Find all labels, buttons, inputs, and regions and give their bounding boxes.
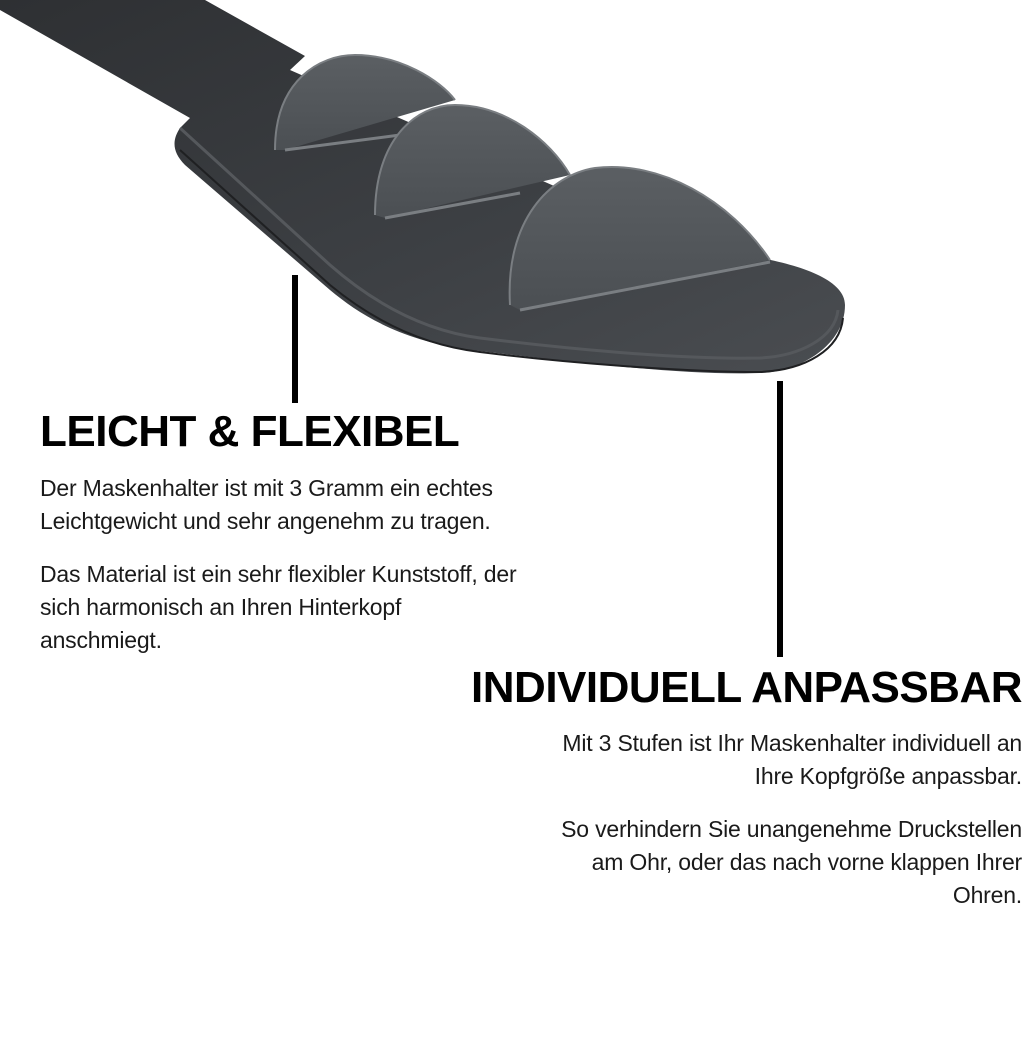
text-line: sich harmonisch an Ihren Hinterkopf: [40, 594, 402, 620]
paragraph-material: [40, 558, 640, 657]
product-image-mask-holder: [0, 0, 1036, 400]
paragraph-pressure: [422, 813, 1022, 912]
text-line: Ohren.: [952, 882, 1022, 908]
paragraph-steps: [422, 727, 1022, 793]
paragraph-weight: [40, 472, 640, 538]
text-line: Ihre Kopfgröße anpassbar.: [754, 763, 1022, 789]
text-line: So verhindern Sie unangenehme Druckstellen: [561, 816, 1022, 842]
text-line: Das Material ist ein sehr flexibler Kunststoff, der: [40, 561, 517, 587]
text-line: am Ohr, oder das nach vorne klappen Ihrer: [591, 849, 1022, 875]
leader-line-right: [777, 381, 783, 657]
heading-individuell-anpassbar: INDIVIDUELL ANPASSBAR: [471, 663, 1022, 712]
text-line: Der Maskenhalter ist mit 3 Gramm ein echtes: [40, 475, 493, 501]
heading-leicht-flexibel: LEICHT & FLEXIBEL: [40, 407, 460, 456]
text-line: Leichtgewicht und sehr angenehm zu tragen.: [40, 508, 491, 534]
leader-line-left: [292, 275, 298, 403]
text-line: Mit 3 Stufen ist Ihr Maskenhalter individuell an: [562, 730, 1022, 756]
text-line: anschmiegt.: [40, 627, 162, 653]
